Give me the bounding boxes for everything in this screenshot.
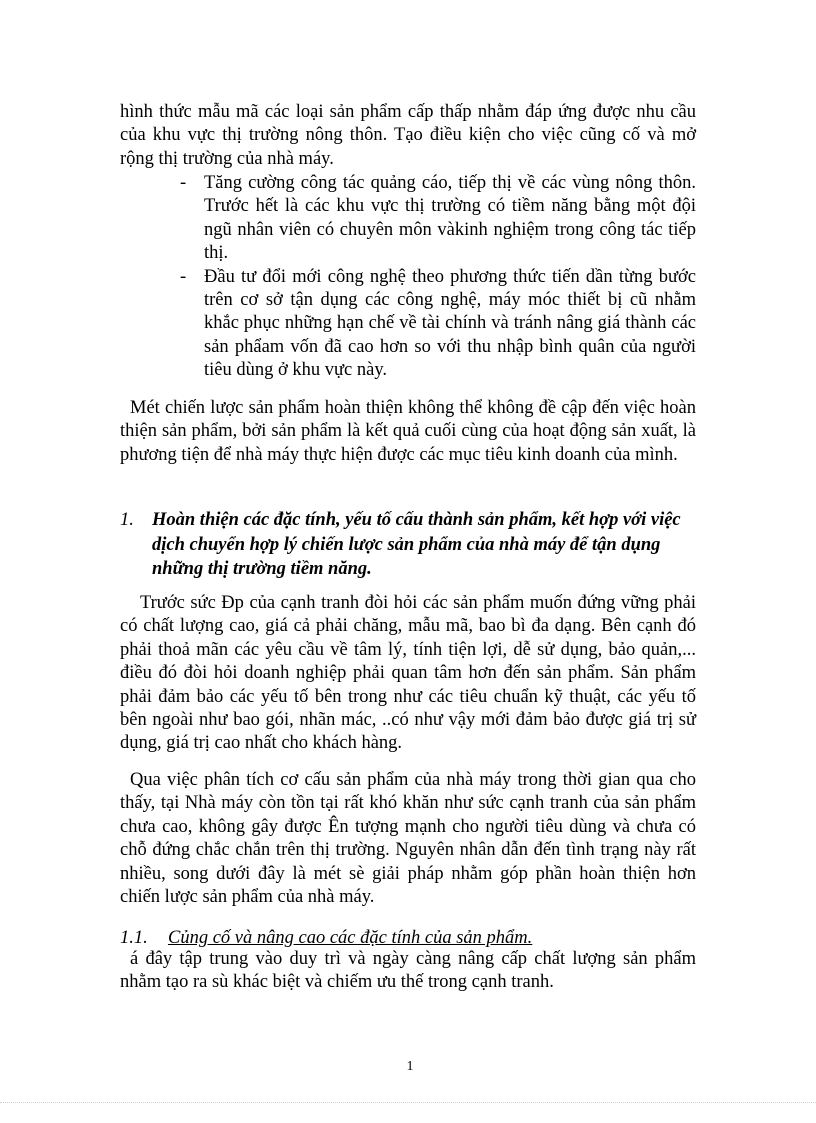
section-title: Hoàn thiện các đặc tính, yếu tố cấu thành sản phẩm, kết hợp với việc dịch chuyển hợp lý chiến lược sản phẩm của nhà máy để tận dụng những thị trường tiềm năng. [152, 510, 681, 579]
analysis-paragraph: Qua việc phân tích cơ cấu sản phẩm của nhà máy trong thời gian qua cho thấy, tại Nhà máy còn tồn tại rất khó khăn như sức cạnh tranh của sản phẩm chưa cao, không gây được Ên tượng mạnh cho người tiêu dùng và chưa có chỗ đứng chắc chắn trên thị trường. Nguyên nhân dẫn đến tình trạng này rất nhiều, song dưới đây là mét sè giải pháp nhằm góp phần hoàn thiện hơn chiến lược sản phẩm của nhà máy. [120, 770, 696, 908]
subsection-title: Củng cố và nâng cao các đặc tính của sản phẩm. [168, 928, 533, 948]
bullet-marker: - [180, 173, 187, 193]
bullet-item-advertising [178, 172, 696, 266]
page-number: 1 [406, 1059, 414, 1074]
page-bottom-divider [0, 1102, 816, 1103]
bullet-marker: - [180, 266, 187, 287]
section-number: 1. [120, 510, 134, 530]
intro-paragraph: hình thức mẫu mã các loại sản phẩm cấp thấp nhằm đáp ứng được nhu cầu của khu vực thị trường nông thôn. Tạo điều kiện cho việc cũng cố và mở rộng thị trường của nhà máy. [120, 102, 696, 169]
bullet-item-technology [178, 266, 696, 383]
bullet-text: Đầu tư đổi mới công nghệ theo phương thức tiến dần từng bước trên cơ sở tận dụng các công nghệ, máy móc thiết bị cũ nhằm khắc phục những hạn chế về tài chính và tránh nâng giá thành các sản phẩam vốn đã cao hơn so với thu nhập bình quân của người tiêu dùng ở khu vực này. [204, 266, 696, 381]
final-paragraph: á đây tập trung vào duy trì và ngày càng nâng cấp chất lượng sản phẩm nhằm tạo ra sù khác biệt và chiếm ưu thế trong cạnh tranh. [120, 949, 696, 993]
section-heading-1-1 [120, 926, 696, 950]
strategy-paragraph: Mét chiến lược sản phẩm hoàn thiện không thể không đề cập đến việc hoàn thiện sản phẩm, bởi sản phẩm là kết quả cuối cùng của hoạt động sản xuất, là phương tiện để nhà máy thực hiện được các mục tiêu kinh doanh của mình. [120, 398, 696, 465]
bullet-text: Tăng cường công tác quảng cáo, tiếp thị về các vùng nông thôn. Trước hết là các khu vực thị trường có tiềm năng bằng một đội ngũ nhân viên có chuyên môn vàkinh nghiệm trong công tác tiếp thị. [204, 173, 696, 264]
subsection-number: 1.1. [120, 928, 148, 948]
competition-paragraph: Trước sức Ðp của cạnh tranh đòi hỏi các sản phẩm muốn đứng vững phải có chất lượng cao, giá cả phải chăng, mẫu mã, bao bì đa dạng. Bên cạnh đó phải thoả mãn các yêu cầu về tâm lý, tính tiện lợi, dễ sử dụng, bảo quản,... điều đó đòi hỏi doanh nghiệp phải quan tâm hơn đến sản phẩm. Sản phẩm phải đảm bảo các yếu tố bên trong như các tiêu chuẩn kỹ thuật, các yếu tố bên ngoài như bao gói, nhãn mác, ..có như vậy mới đảm bảo được giá trị sử dụng, giá trị cao nhất cho khách hàng. [120, 593, 696, 754]
bullet-list [178, 172, 696, 383]
section-heading-1 [120, 508, 700, 582]
